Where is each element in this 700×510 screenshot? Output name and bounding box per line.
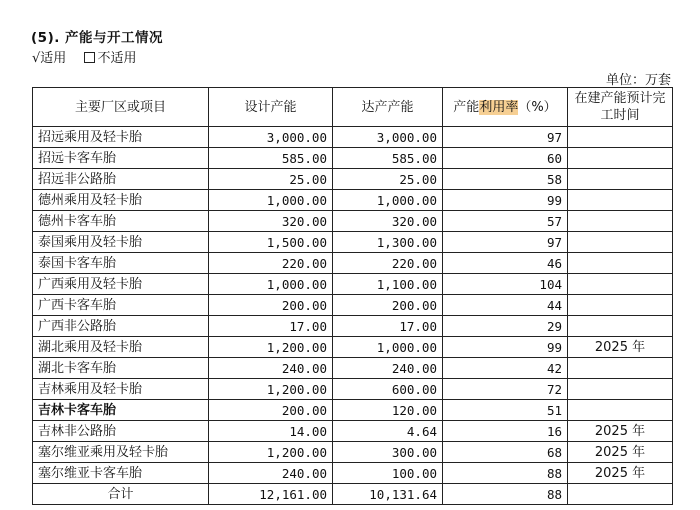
row-completion-time [568, 127, 673, 148]
row-name: 广西乘用及轻卡胎 [33, 274, 209, 295]
table-body [33, 127, 673, 505]
row-name: 广西卡客车胎 [33, 295, 209, 316]
row-name: 吉林乘用及轻卡胎 [33, 379, 209, 400]
row-design-capacity: 200.00 [209, 295, 333, 316]
row-reached-capacity: 320.00 [333, 211, 443, 232]
row-design-capacity: 240.00 [209, 463, 333, 484]
row-reached-capacity: 3,000.00 [333, 127, 443, 148]
table-row [33, 295, 673, 316]
row-completion-time: 2025 年 [568, 442, 673, 463]
row-name: 招远卡客车胎 [33, 148, 209, 169]
table-row [33, 148, 673, 169]
row-utilization: 58 [443, 169, 568, 190]
row-name: 德州卡客车胎 [33, 211, 209, 232]
table-row [33, 421, 673, 442]
row-completion-time [568, 316, 673, 337]
table-header-row [33, 88, 673, 127]
row-design-capacity: 585.00 [209, 148, 333, 169]
row-design-capacity: 1,200.00 [209, 337, 333, 358]
row-utilization: 72 [443, 379, 568, 400]
row-reached-capacity: 25.00 [333, 169, 443, 190]
row-reached-capacity: 585.00 [333, 148, 443, 169]
row-name: 广西非公路胎 [33, 316, 209, 337]
row-utilization: 104 [443, 274, 568, 295]
row-name: 吉林卡客车胎 [33, 400, 209, 421]
row-name: 德州乘用及轻卡胎 [33, 190, 209, 211]
row-completion-time: 2025 年 [568, 463, 673, 484]
total-row [33, 484, 673, 505]
row-reached-capacity: 17.00 [333, 316, 443, 337]
total-utilization: 88 [443, 484, 568, 505]
section-title: (5). 产能与开工情况 [31, 30, 164, 46]
row-completion-time: 2025 年 [568, 337, 673, 358]
table-row [33, 127, 673, 148]
row-completion-time [568, 148, 673, 169]
header-name: 主要厂区或项目 [33, 88, 209, 127]
row-name: 招远乘用及轻卡胎 [33, 127, 209, 148]
row-design-capacity: 17.00 [209, 316, 333, 337]
row-design-capacity: 25.00 [209, 169, 333, 190]
row-design-capacity: 14.00 [209, 421, 333, 442]
row-reached-capacity: 120.00 [333, 400, 443, 421]
row-name: 泰国卡客车胎 [33, 253, 209, 274]
row-utilization: 99 [443, 337, 568, 358]
table-row [33, 379, 673, 400]
row-design-capacity: 220.00 [209, 253, 333, 274]
row-completion-time [568, 358, 673, 379]
table-row [33, 316, 673, 337]
row-completion-time [568, 295, 673, 316]
row-reached-capacity: 1,100.00 [333, 274, 443, 295]
table-row [33, 274, 673, 295]
row-completion-time [568, 232, 673, 253]
row-completion-time [568, 211, 673, 232]
row-utilization: 51 [443, 400, 568, 421]
row-reached-capacity: 1,000.00 [333, 190, 443, 211]
row-name: 湖北乘用及轻卡胎 [33, 337, 209, 358]
row-reached-capacity: 220.00 [333, 253, 443, 274]
row-completion-time [568, 190, 673, 211]
header-utilization-suffix: （%） [518, 99, 557, 115]
row-design-capacity: 1,200.00 [209, 442, 333, 463]
row-reached-capacity: 4.64 [333, 421, 443, 442]
row-reached-capacity: 200.00 [333, 295, 443, 316]
row-utilization: 97 [443, 127, 568, 148]
row-utilization: 88 [443, 463, 568, 484]
row-utilization: 97 [443, 232, 568, 253]
row-utilization: 44 [443, 295, 568, 316]
table-row [33, 442, 673, 463]
row-completion-time [568, 169, 673, 190]
header-completion-time: 在建产能预计完工时间 [568, 88, 673, 127]
not-applicable-label: 不适用 [97, 51, 137, 66]
total-label: 合计 [33, 484, 209, 505]
row-utilization: 16 [443, 421, 568, 442]
row-utilization: 57 [443, 211, 568, 232]
row-design-capacity: 1,000.00 [209, 274, 333, 295]
table-row [33, 463, 673, 484]
row-completion-time [568, 253, 673, 274]
row-design-capacity: 200.00 [209, 400, 333, 421]
row-name: 塞尔维亚卡客车胎 [33, 463, 209, 484]
row-design-capacity: 1,500.00 [209, 232, 333, 253]
empty-checkbox-icon [84, 52, 95, 63]
header-design-capacity: 设计产能 [209, 88, 333, 127]
row-utilization: 68 [443, 442, 568, 463]
row-name: 吉林非公路胎 [33, 421, 209, 442]
row-reached-capacity: 1,300.00 [333, 232, 443, 253]
row-reached-capacity: 240.00 [333, 358, 443, 379]
unit-note: 单位：万套 [605, 73, 671, 88]
row-design-capacity: 3,000.00 [209, 127, 333, 148]
row-reached-capacity: 600.00 [333, 379, 443, 400]
row-reached-capacity: 300.00 [333, 442, 443, 463]
row-name: 塞尔维亚乘用及轻卡胎 [33, 442, 209, 463]
header-utilization-prefix: 产能 [453, 99, 480, 115]
row-reached-capacity: 100.00 [333, 463, 443, 484]
table-row [33, 169, 673, 190]
total-design-capacity: 12,161.00 [209, 484, 333, 505]
row-completion-time [568, 379, 673, 400]
applicability-options [32, 47, 150, 66]
capacity-table [32, 87, 673, 505]
header-utilization [443, 88, 568, 127]
total-reached-capacity: 10,131.64 [333, 484, 443, 505]
table-row [33, 232, 673, 253]
table-row [33, 358, 673, 379]
table-row [33, 400, 673, 421]
row-design-capacity: 1,000.00 [209, 190, 333, 211]
row-utilization: 60 [443, 148, 568, 169]
row-completion-time [568, 274, 673, 295]
row-name: 招远非公路胎 [33, 169, 209, 190]
row-design-capacity: 1,200.00 [209, 379, 333, 400]
header-utilization-highlight: 利用率 [479, 99, 519, 115]
table-row [33, 211, 673, 232]
row-completion-time [568, 400, 673, 421]
table-row [33, 190, 673, 211]
row-design-capacity: 320.00 [209, 211, 333, 232]
header-reached-capacity: 达产产能 [333, 88, 443, 127]
table-row [33, 337, 673, 358]
not-applicable-option [84, 51, 136, 66]
row-utilization: 46 [443, 253, 568, 274]
table-row [33, 253, 673, 274]
total-completion-time [568, 484, 673, 505]
row-name: 湖北卡客车胎 [33, 358, 209, 379]
row-utilization: 42 [443, 358, 568, 379]
row-utilization: 99 [443, 190, 568, 211]
row-completion-time: 2025 年 [568, 421, 673, 442]
row-reached-capacity: 1,000.00 [333, 337, 443, 358]
applicable-option: √适用 [32, 51, 67, 66]
row-design-capacity: 240.00 [209, 358, 333, 379]
row-name: 泰国乘用及轻卡胎 [33, 232, 209, 253]
row-utilization: 29 [443, 316, 568, 337]
